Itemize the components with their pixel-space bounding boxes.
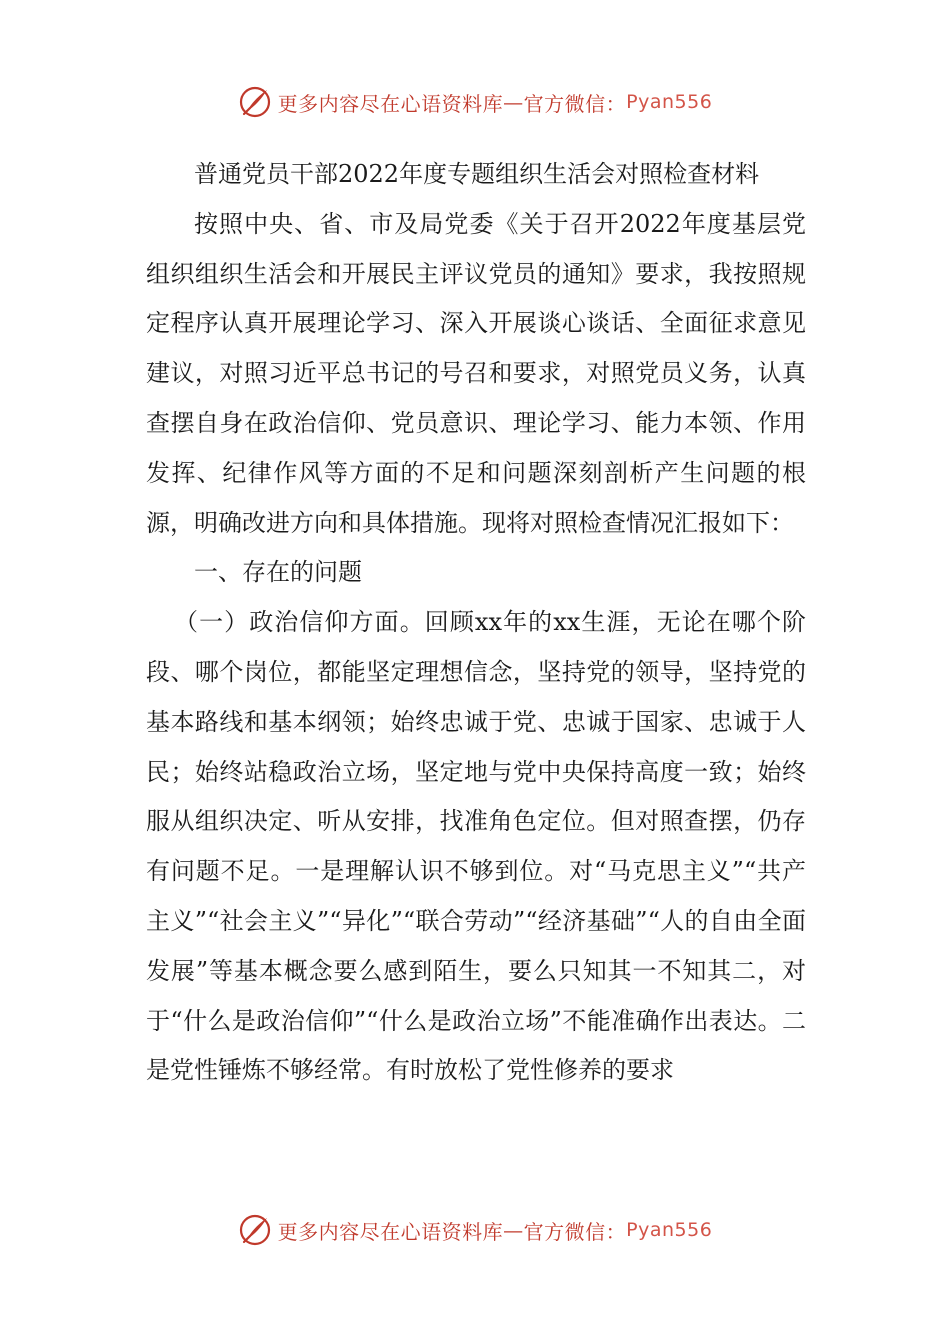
paragraph-political-belief: （一）政治信仰方面。回顾xx年的xx生涯，无论在哪个阶段、哪个岗位，都能坚定理想信念，坚持党的领导，坚持党的基本路线和基本纲领；始终忠诚于党、忠诚于国家、忠诚于人民；始终站稳政治立场，坚定地与党中央保持高度一致；始终服从组织决定、听从安排，找准角色定位。但对照查摆，仍存有问题不足。一是理解认识不够到位。对“马克思主义”“共产主义”“社会主义”“异化”“联合劳动”“经济基础”“人的自由全面发展”等基本概念要么感到陌生，要么只知其一不知其二，对于“什么是政治信仰”“什么是政治立场”不能准确作出表达。二是党性锤炼不够经常。有时放松了党性修养的要求 xyxy=(146,608,806,1085)
watermark-dash: — xyxy=(503,1218,524,1242)
document-title: 普通党员干部2022年度专题组织生活会对照检查材料 xyxy=(194,160,760,188)
watermark-contact: 官方微信： xyxy=(523,1219,627,1244)
header-watermark xyxy=(0,80,950,124)
watermark-dash: — xyxy=(503,90,524,114)
watermark-handle: Pyan556 xyxy=(626,91,713,113)
watermark-text: 更多内容尽在心语资料库 xyxy=(277,1219,504,1244)
feather-pen-logo-icon xyxy=(238,1213,272,1247)
watermark-contact: 官方微信： xyxy=(523,91,627,116)
watermark-handle: Pyan556 xyxy=(626,1219,713,1241)
section-heading: 一、存在的问题 xyxy=(194,558,362,587)
feather-pen-logo-icon xyxy=(238,85,272,119)
paragraph-intro: 按照中央、省、市及局党委《关于召开2022年度基层党组织组织生活会和开展民主评议党员的通知》要求，我按照规定程序认真开展理论学习、深入开展谈心谈话、全面征求意见建议，对照习近平总书记的号召和要求，对照党员义务，认真查摆自身在政治信仰、党员意识、理论学习、能力本领、作用发挥、纪律作风等方面的不足和问题深刻剖析产生问题的根源，明确改进方向和具体措施。现将对照检查情况汇报如下： xyxy=(146,209,806,537)
watermark-text: 更多内容尽在心语资料库 xyxy=(277,91,504,116)
document-body xyxy=(146,150,806,1096)
footer-watermark xyxy=(0,1208,950,1252)
